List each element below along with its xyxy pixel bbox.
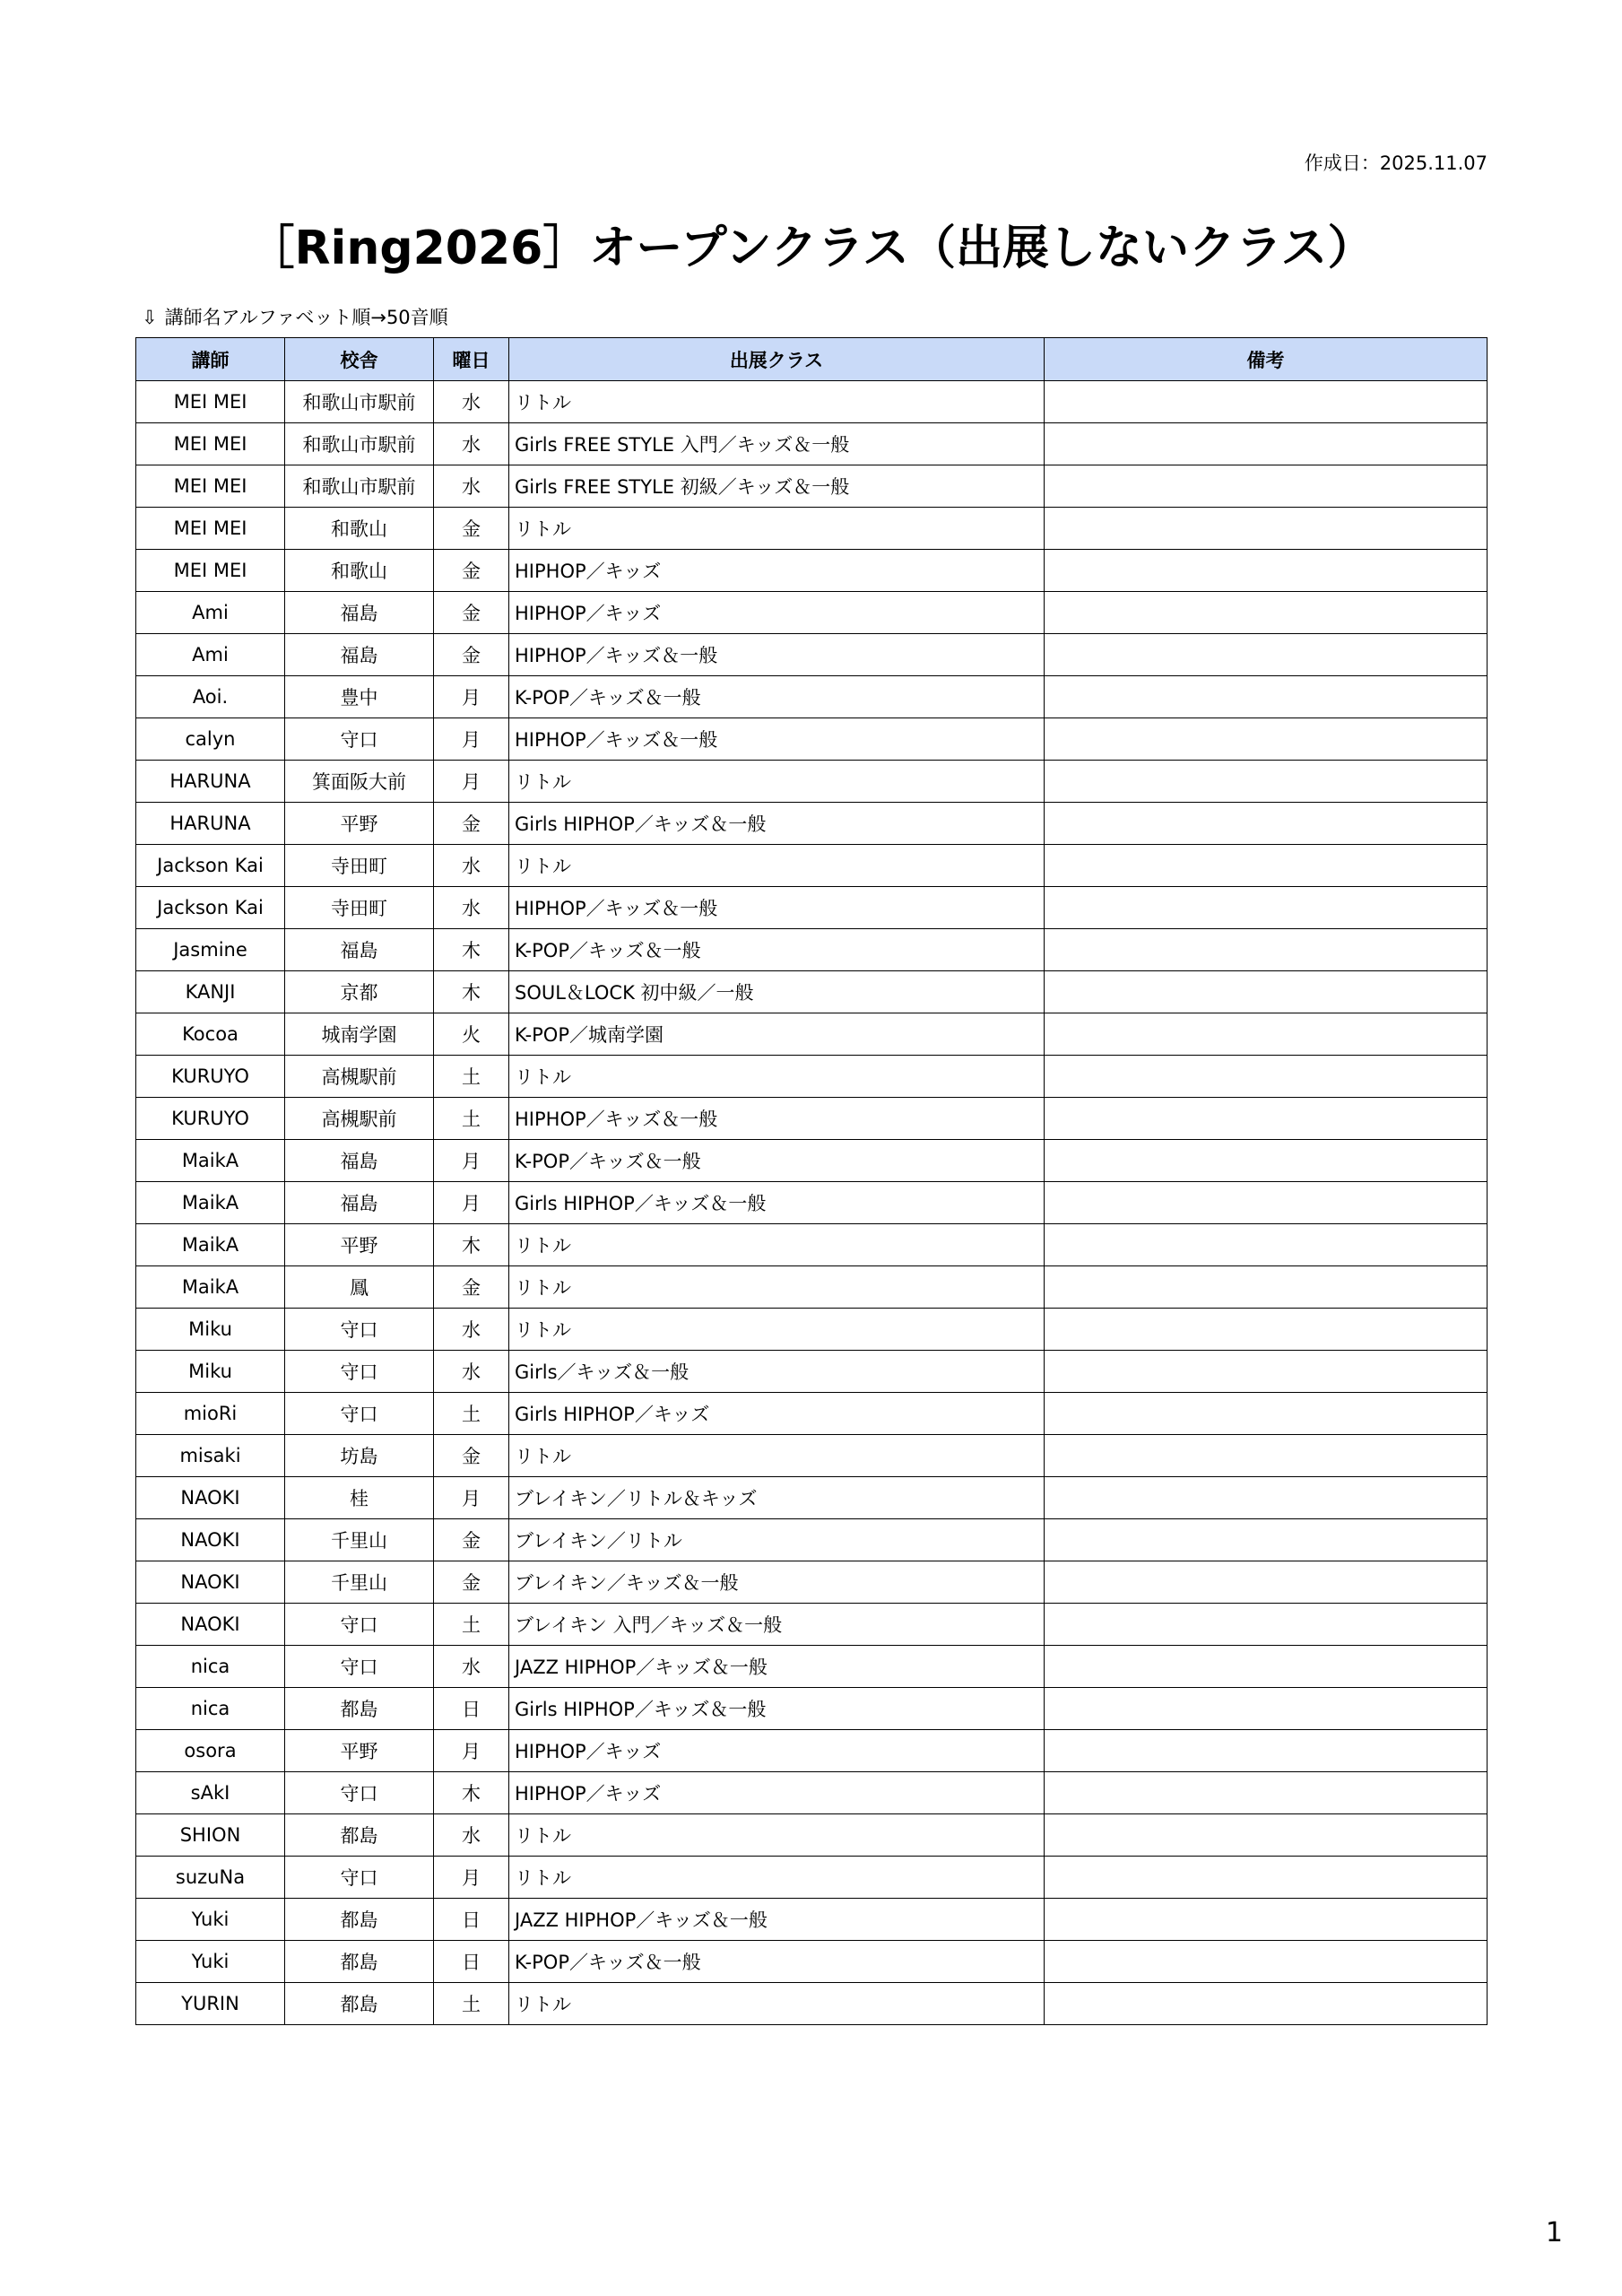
notes-cell [1045,1857,1488,1899]
column-header-notes: 備考 [1045,338,1488,381]
class-cell: Girls／キッズ＆一般 [509,1351,1045,1393]
table-row [136,1224,1488,1266]
notes-cell [1045,1056,1488,1098]
instructor-cell: Yuki [136,1899,285,1941]
school-cell: 箕面阪大前 [285,761,434,803]
table-row [136,761,1488,803]
weekday-cell: 日 [434,1688,509,1730]
notes-cell [1045,381,1488,423]
notes-cell [1045,1477,1488,1519]
weekday-cell: 月 [434,1182,509,1224]
school-cell: 都島 [285,1814,434,1857]
notes-cell [1045,634,1488,676]
weekday-cell: 月 [434,1477,509,1519]
weekday-cell: 金 [434,803,509,845]
school-cell: 平野 [285,1730,434,1772]
down-arrow-icon: ⇩ [142,307,158,328]
page-title: ［Ring2026］オープンクラス（出展しないクラス） [247,222,1375,275]
class-cell: K-POP／キッズ＆一般 [509,676,1045,718]
notes-cell [1045,1983,1488,2025]
notes-cell [1045,1814,1488,1857]
table-row [136,1983,1488,2025]
instructor-cell: MEI MEI [136,508,285,550]
table-row [136,1477,1488,1519]
notes-cell [1045,1013,1488,1056]
class-cell: リトル [509,1857,1045,1899]
instructor-cell: Miku [136,1351,285,1393]
instructor-cell: Aoi. [136,676,285,718]
class-cell: HIPHOP／キッズ＆一般 [509,718,1045,761]
instructor-cell: MEI MEI [136,550,285,592]
created-date: 作成日：2025.11.07 [1304,152,1488,174]
class-cell: ブレイキン／キッズ＆一般 [509,1561,1045,1604]
school-cell: 都島 [285,1941,434,1983]
table-row [136,1266,1488,1309]
class-cell: Girls HIPHOP／キッズ＆一般 [509,803,1045,845]
class-cell: リトル [509,508,1045,550]
weekday-cell: 水 [434,1309,509,1351]
weekday-cell: 月 [434,1140,509,1182]
notes-cell [1045,1519,1488,1561]
instructor-cell: NAOKI [136,1604,285,1646]
weekday-cell: 月 [434,718,509,761]
class-cell: K-POP／キッズ＆一般 [509,929,1045,971]
weekday-cell: 金 [434,1435,509,1477]
notes-cell [1045,1393,1488,1435]
weekday-cell: 水 [434,887,509,929]
table-row [136,1730,1488,1772]
class-cell: HIPHOP／キッズ＆一般 [509,634,1045,676]
weekday-cell: 水 [434,465,509,508]
school-cell: 平野 [285,1224,434,1266]
class-cell: HIPHOP／キッズ [509,1730,1045,1772]
table-row [136,718,1488,761]
notes-cell [1045,1309,1488,1351]
weekday-cell: 水 [434,1646,509,1688]
weekday-cell: 土 [434,1056,509,1098]
weekday-cell: 日 [434,1941,509,1983]
table-row [136,1309,1488,1351]
instructor-cell: MEI MEI [136,423,285,465]
notes-cell [1045,887,1488,929]
notes-cell [1045,1941,1488,1983]
class-cell: K-POP／キッズ＆一般 [509,1140,1045,1182]
weekday-cell: 金 [434,508,509,550]
instructor-cell: Ami [136,634,285,676]
weekday-cell: 金 [434,1266,509,1309]
school-cell: 千里山 [285,1561,434,1604]
school-cell: 守口 [285,1857,434,1899]
school-cell: 福島 [285,1140,434,1182]
instructor-cell: suzuNa [136,1857,285,1899]
weekday-cell: 木 [434,1772,509,1814]
instructor-cell: MaikA [136,1224,285,1266]
notes-cell [1045,1561,1488,1604]
column-header-instructor: 講師 [136,338,285,381]
instructor-cell: YURIN [136,1983,285,2025]
instructor-cell: MaikA [136,1266,285,1309]
school-cell: 福島 [285,929,434,971]
notes-cell [1045,1604,1488,1646]
table-row [136,1393,1488,1435]
column-header-class: 出展クラス [509,338,1045,381]
table-row [136,1013,1488,1056]
weekday-cell: 金 [434,634,509,676]
school-cell: 高槻駅前 [285,1098,434,1140]
instructor-cell: Ami [136,592,285,634]
table-row [136,634,1488,676]
table-row [136,887,1488,929]
school-cell: 和歌山 [285,550,434,592]
instructor-cell: nica [136,1688,285,1730]
weekday-cell: 土 [434,1393,509,1435]
class-cell: リトル [509,1266,1045,1309]
weekday-cell: 木 [434,1224,509,1266]
school-cell: 福島 [285,634,434,676]
notes-cell [1045,1730,1488,1772]
class-cell: K-POP／城南学園 [509,1013,1045,1056]
table-row [136,1941,1488,1983]
notes-cell [1045,1140,1488,1182]
table-row [136,1435,1488,1477]
weekday-cell: 火 [434,1013,509,1056]
school-cell: 都島 [285,1983,434,2025]
instructor-cell: MEI MEI [136,465,285,508]
table-row [136,971,1488,1013]
weekday-cell: 水 [434,381,509,423]
class-cell: JAZZ HIPHOP／キッズ＆一般 [509,1646,1045,1688]
instructor-cell: Jackson Kai [136,887,285,929]
notes-cell [1045,971,1488,1013]
table-row [136,508,1488,550]
weekday-cell: 金 [434,1519,509,1561]
class-cell: ブレイキン 入門／キッズ＆一般 [509,1604,1045,1646]
school-cell: 鳳 [285,1266,434,1309]
table-row [136,1561,1488,1604]
school-cell: 守口 [285,1604,434,1646]
table-row [136,1182,1488,1224]
class-cell: Girls FREE STYLE 入門／キッズ＆一般 [509,423,1045,465]
school-cell: 寺田町 [285,845,434,887]
class-cell: HIPHOP／キッズ [509,592,1045,634]
class-cell: Girls HIPHOP／キッズ＆一般 [509,1182,1045,1224]
table-row [136,550,1488,592]
notes-cell [1045,465,1488,508]
weekday-cell: 土 [434,1098,509,1140]
class-cell: SOUL＆LOCK 初中級／一般 [509,971,1045,1013]
school-cell: 高槻駅前 [285,1056,434,1098]
class-cell: リトル [509,1224,1045,1266]
class-cell: リトル [509,1309,1045,1351]
class-cell: HIPHOP／キッズ [509,1772,1045,1814]
instructor-cell: mioRi [136,1393,285,1435]
weekday-cell: 日 [434,1899,509,1941]
table-row [136,676,1488,718]
table-row [136,381,1488,423]
class-cell: Girls HIPHOP／キッズ [509,1393,1045,1435]
school-cell: 守口 [285,1646,434,1688]
notes-cell [1045,1435,1488,1477]
table-row [136,1098,1488,1140]
weekday-cell: 水 [434,845,509,887]
open-class-table [135,337,1488,2025]
class-cell: JAZZ HIPHOP／キッズ＆一般 [509,1899,1045,1941]
instructor-cell: KANJI [136,971,285,1013]
notes-cell [1045,1772,1488,1814]
table-row [136,929,1488,971]
column-header-school: 校舎 [285,338,434,381]
instructor-cell: NAOKI [136,1561,285,1604]
instructor-cell: misaki [136,1435,285,1477]
page-number: 1 [1545,2217,1563,2248]
weekday-cell: 月 [434,1857,509,1899]
instructor-cell: osora [136,1730,285,1772]
school-cell: 千里山 [285,1519,434,1561]
instructor-cell: MaikA [136,1182,285,1224]
weekday-cell: 土 [434,1983,509,2025]
instructor-cell: NAOKI [136,1519,285,1561]
class-cell: リトル [509,381,1045,423]
class-cell: リトル [509,1814,1045,1857]
instructor-cell: SHION [136,1814,285,1857]
table-row [136,1519,1488,1561]
table-row [136,1688,1488,1730]
instructor-cell: NAOKI [136,1477,285,1519]
notes-cell [1045,1688,1488,1730]
school-cell: 和歌山市駅前 [285,423,434,465]
school-cell: 平野 [285,803,434,845]
class-cell: Girls HIPHOP／キッズ＆一般 [509,1688,1045,1730]
class-cell: ブレイキン／リトル＆キッズ [509,1477,1045,1519]
school-cell: 城南学園 [285,1013,434,1056]
school-cell: 和歌山市駅前 [285,381,434,423]
notes-cell [1045,1098,1488,1140]
table-row [136,1772,1488,1814]
school-cell: 京都 [285,971,434,1013]
school-cell: 福島 [285,592,434,634]
school-cell: 都島 [285,1688,434,1730]
school-cell: 守口 [285,1351,434,1393]
class-cell: HIPHOP／キッズ [509,550,1045,592]
school-cell: 福島 [285,1182,434,1224]
instructor-cell: Miku [136,1309,285,1351]
table-header-row [136,338,1488,381]
class-cell: リトル [509,845,1045,887]
column-header-weekday: 曜日 [434,338,509,381]
class-cell: リトル [509,1435,1045,1477]
instructor-cell: Yuki [136,1941,285,1983]
notes-cell [1045,550,1488,592]
table-row [136,1056,1488,1098]
weekday-cell: 木 [434,971,509,1013]
instructor-cell: MEI MEI [136,381,285,423]
class-cell: HIPHOP／キッズ＆一般 [509,1098,1045,1140]
instructor-cell: nica [136,1646,285,1688]
notes-cell [1045,929,1488,971]
notes-cell [1045,676,1488,718]
notes-cell [1045,1646,1488,1688]
instructor-cell: HARUNA [136,761,285,803]
notes-cell [1045,423,1488,465]
weekday-cell: 金 [434,592,509,634]
class-cell: Girls FREE STYLE 初級／キッズ＆一般 [509,465,1045,508]
school-cell: 和歌山 [285,508,434,550]
weekday-cell: 水 [434,1351,509,1393]
table-row [136,1857,1488,1899]
notes-cell [1045,1899,1488,1941]
table-row [136,465,1488,508]
class-cell: リトル [509,1983,1045,2025]
weekday-cell: 金 [434,1561,509,1604]
class-cell: リトル [509,761,1045,803]
table-row [136,1899,1488,1941]
school-cell: 守口 [285,1393,434,1435]
notes-cell [1045,803,1488,845]
table-body [136,381,1488,2025]
instructor-cell: Kocoa [136,1013,285,1056]
table-row [136,592,1488,634]
notes-cell [1045,718,1488,761]
table-row [136,1604,1488,1646]
instructor-cell: Jasmine [136,929,285,971]
notes-cell [1045,1266,1488,1309]
weekday-cell: 土 [434,1604,509,1646]
class-cell: HIPHOP／キッズ＆一般 [509,887,1045,929]
notes-cell [1045,508,1488,550]
school-cell: 守口 [285,1772,434,1814]
class-cell: K-POP／キッズ＆一般 [509,1941,1045,1983]
table-row [136,803,1488,845]
instructor-cell: sAkI [136,1772,285,1814]
weekday-cell: 水 [434,423,509,465]
table-row [136,1814,1488,1857]
table-row [136,1646,1488,1688]
notes-cell [1045,1182,1488,1224]
table-row [136,845,1488,887]
table-row [136,1351,1488,1393]
instructor-cell: Jackson Kai [136,845,285,887]
instructor-cell: KURUYO [136,1098,285,1140]
notes-cell [1045,845,1488,887]
instructor-cell: calyn [136,718,285,761]
school-cell: 都島 [285,1899,434,1941]
school-cell: 坊島 [285,1435,434,1477]
notes-cell [1045,1351,1488,1393]
weekday-cell: 月 [434,1730,509,1772]
weekday-cell: 木 [434,929,509,971]
class-cell: リトル [509,1056,1045,1098]
school-cell: 豊中 [285,676,434,718]
weekday-cell: 金 [434,550,509,592]
notes-cell [1045,592,1488,634]
school-cell: 和歌山市駅前 [285,465,434,508]
notes-cell [1045,761,1488,803]
weekday-cell: 水 [434,1814,509,1857]
table-row [136,1140,1488,1182]
sort-note-text: 講師名アルファベット順→50音順 [164,307,448,328]
school-cell: 寺田町 [285,887,434,929]
sort-note [142,303,448,330]
class-cell: ブレイキン／リトル [509,1519,1045,1561]
notes-cell [1045,1224,1488,1266]
instructor-cell: MaikA [136,1140,285,1182]
school-cell: 桂 [285,1477,434,1519]
instructor-cell: HARUNA [136,803,285,845]
weekday-cell: 月 [434,676,509,718]
table-row [136,423,1488,465]
school-cell: 守口 [285,1309,434,1351]
weekday-cell: 月 [434,761,509,803]
instructor-cell: KURUYO [136,1056,285,1098]
school-cell: 守口 [285,718,434,761]
